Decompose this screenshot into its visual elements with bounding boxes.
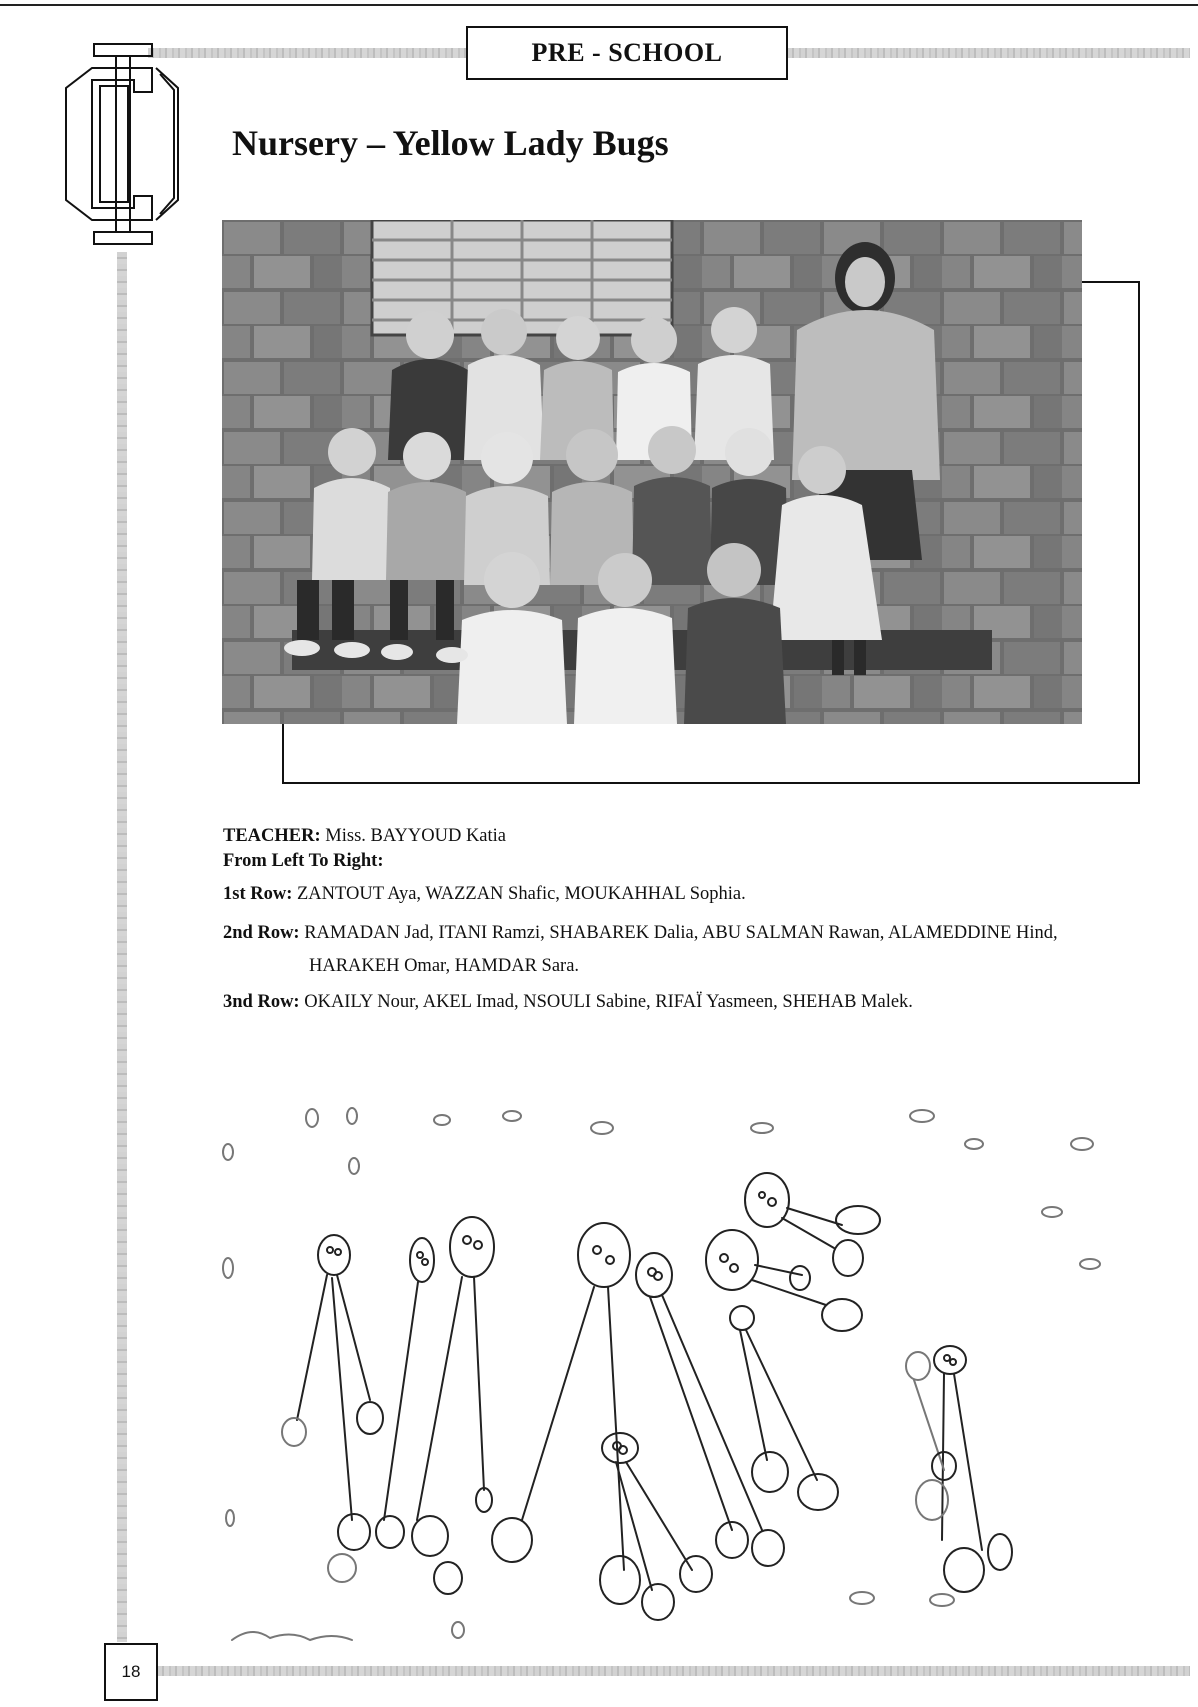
page-number: 18 — [121, 1662, 141, 1681]
row-1-label: 1st Row: — [223, 883, 293, 904]
teacher-label: TEACHER: — [223, 826, 321, 846]
order-label: From Left To Right: — [223, 850, 384, 871]
row-1 — [223, 882, 1143, 907]
section-header — [466, 26, 788, 80]
teacher-name: Miss. BAYYOUD Katia — [325, 826, 507, 846]
page-number-box — [104, 1643, 158, 1701]
top-rule — [0, 4, 1198, 6]
class-group-photo — [222, 220, 1082, 724]
row-3-label: 3nd Row: — [223, 991, 300, 1012]
footer-rule — [158, 1666, 1190, 1676]
school-logo-icon — [60, 40, 184, 250]
header-rule-right — [788, 48, 1190, 58]
row-3 — [223, 990, 1143, 1015]
row-1-names: ZANTOUT Aya, WAZZAN Shafic, MOUKAHHAL Sophia. — [297, 883, 746, 904]
page-title: Nursery – Yellow Lady Bugs — [232, 123, 669, 163]
row-3-names: OKAILY Nour, AKEL Imad, NSOULI Sabine, RIFAÏ Yasmeen, SHEHAB Malek. — [304, 991, 913, 1012]
row-2-label: 2nd Row: — [223, 922, 300, 943]
child-drawing-icon — [222, 1100, 1122, 1660]
row-2 — [223, 917, 1143, 984]
teacher-line — [223, 824, 1143, 874]
row-2-names: RAMADAN Jad, ITANI Ramzi, SHABAREK Dalia, ABU SALMAN Rawan, ALAMEDDINE Hind, HARAKEH Omar, HAMDAR Sara. — [304, 922, 1058, 977]
header-rule-left — [148, 48, 466, 58]
margin-rule — [117, 252, 127, 1642]
photo-caption — [223, 824, 1143, 1024]
section-header-label: PRE - SCHOOL — [531, 38, 723, 67]
